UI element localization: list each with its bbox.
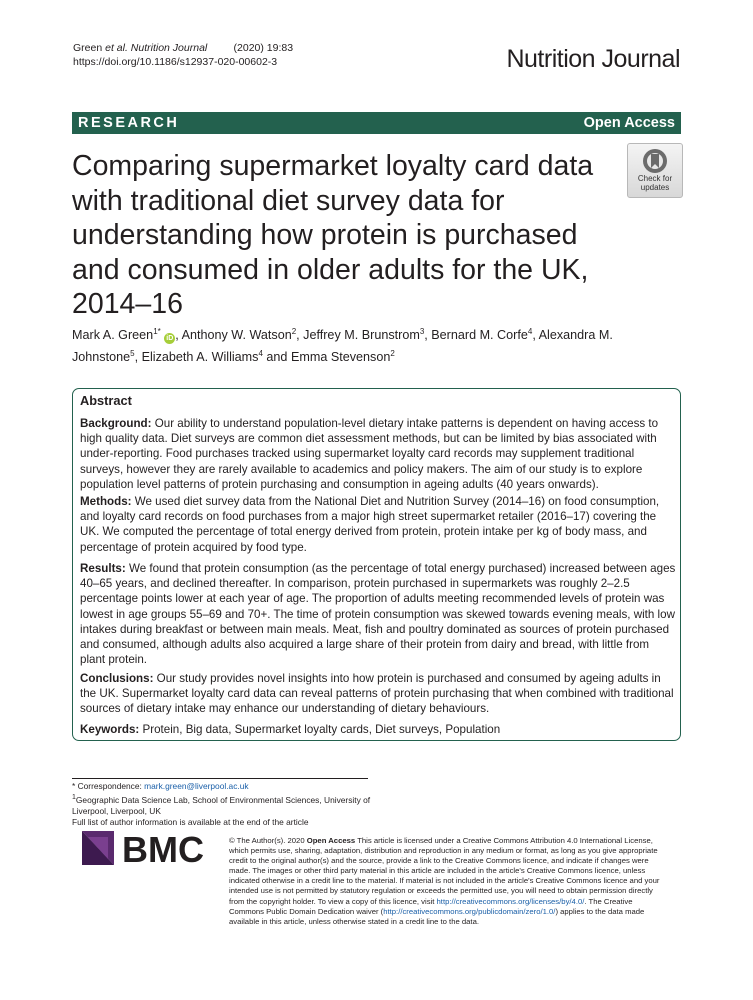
citation-header [73,41,293,69]
svg-text:BMC: BMC [122,829,204,867]
license-text: © The Author(s). 2020 Open Access This article is licensed under a Creative Commons Attribution 4.0 International License, which permits use, sharing, adaptation, distribution and reproduction in any medium or format, as long as you give appropriate credit to the original author(s) and the source, provide a link to the Creative Commons licence, and indicate if changes were made. The images or other third party material in this article are included in the article's Creative Commons licence, unless indicated otherwise in a credit line to the material. If material is not included in the article's Creative Commons licence and your intended use is not permitted by statutory regulation or exceeds the permitted use, you will need to obtain permission directly from the copyright holder. To view a copy of this licence, visit http://creativecommons.org/licenses/by/4.0/. The Creative Commons Public Domain Dedication waiver (http://creativecommons.org/publicdomain/zero/1.0/) applies to the data made available in this article, unless otherwise stated in a credit line to the data. [229,836,660,926]
author-name[interactable]: Elizabeth A. Williams [141,349,259,364]
check-for-updates-label: Check for updates [637,174,673,192]
correspondence-email-link[interactable]: mark.green@liverpool.ac.uk [144,781,249,791]
journal-name: Nutrition Journal [506,45,680,73]
check-for-updates-button[interactable] [627,143,683,198]
author-name[interactable]: Bernard M. Corfe [431,328,528,343]
section-banner [72,112,681,134]
footnote [72,781,372,829]
section-label: RESEARCH [78,115,180,131]
author-name[interactable]: Mark A. Green [72,328,154,343]
bookmark-icon [642,148,668,174]
author-name[interactable]: Anthony W. Watson [181,328,292,343]
abstract-conclusions: Conclusions: Our study provides novel insights into how protein is purchased and consumed by ageing adults in the UK. Supermarket loyalty card data can reveal patterns of protein purchasing that when combined with traditional sources of dietary intake may enhance our understanding of dietary behaviours. [80,672,674,716]
author-name[interactable]: Alexandra M. Johnstone [72,328,613,364]
article-title: Comparing supermarket loyalty card data with traditional diet survey data for understanding how protein is purchased and consumed in older adults for the UK, 2014–16 [72,150,594,320]
author-name[interactable]: Emma Stevenson [290,349,391,364]
journal-citation: Green et al. Nutrition Journal (2020) 19:83 [73,42,294,54]
correspondence: * Correspondence: mark.green@liverpool.ac.uk [72,781,249,791]
cc-zero-link[interactable]: http://creativecommons.org/publicdomain/zero/1.0/ [383,906,556,916]
footnote-divider [72,778,368,779]
bmc-logo [82,829,214,867]
full-author-info-note: Full list of author information is available at the end of the article [72,817,309,828]
abstract-keywords: Keywords: Protein, Big data, Supermarket loyalty cards, Diet surveys, Population [80,723,501,736]
author-list: Mark A. Green$^{1*}$ iD , Anthony W. Watson$^2$, Jeffrey M. Brunstrom$^3$, Bernard M. Corfe$^4$, Alexandra M. Johnstone$^5$, Elizabeth A. Williams$^4$ and Emma Stevenson$^2$ [72,327,613,364]
affiliation: $^1$Geographic Data Science Lab, School of Environmental Sciences, University of Liverpool, Liverpool, UK [72,794,371,817]
orcid-icon[interactable]: iD [166,335,174,343]
abstract-heading: Abstract [80,393,132,408]
abstract-background: Background: Our ability to understand population-level dietary intake patterns is dependent on having access to high quality data. Diet surveys are common diet assessment methods, but can be limited by bias associated with under-reporting. Food purchases tracked using supermarket loyalty card records may supplement traditional surveys, however they are rarely available to academics and policy makers. The aim of our study is to explore population level patterns of protein purchasing and consumption in ageing adults (40 years onwards). [80,417,659,491]
doi-link[interactable]: https://doi.org/10.1186/s12937-020-00602-3 [73,56,278,68]
abstract-results: Results: We found that protein consumption (as the percentage of total energy purchased) increased between ages 40–65 years, and declined thereafter. In comparison, protein purchased in supermarkets was roughly 2–2.5 percentage points lower at each year of age. The proportion of adults meeting recommended levels of protein was lowest in age groups 55–69 and 70+. The time of protein consumption was skewed towards evening meals, with low intakes during breakfast or between main meals. Meat, fish and poultry dominated as sources of protein purchased and consumed, although adults also acquired a large share of their protein from dairy and bread, with little from plant protein. [80,562,676,667]
open-access-label: Open Access [583,115,675,131]
cc-by-license-link[interactable]: http://creativecommons.org/licenses/by/4.0/ [436,896,585,906]
author-name[interactable]: Jeffrey M. Brunstrom [303,328,420,343]
abstract-methods: Methods: We used diet survey data from the National Diet and Nutrition Survey (2014–16) on food consumption, and loyalty card records on food purchases from a major high street supermarket retailer (2016–17) covering the UK. We computed the percentage of total energy derived from protein, protein intake per kg of body mass, and percentage of protein acquired by food type. [80,495,660,554]
